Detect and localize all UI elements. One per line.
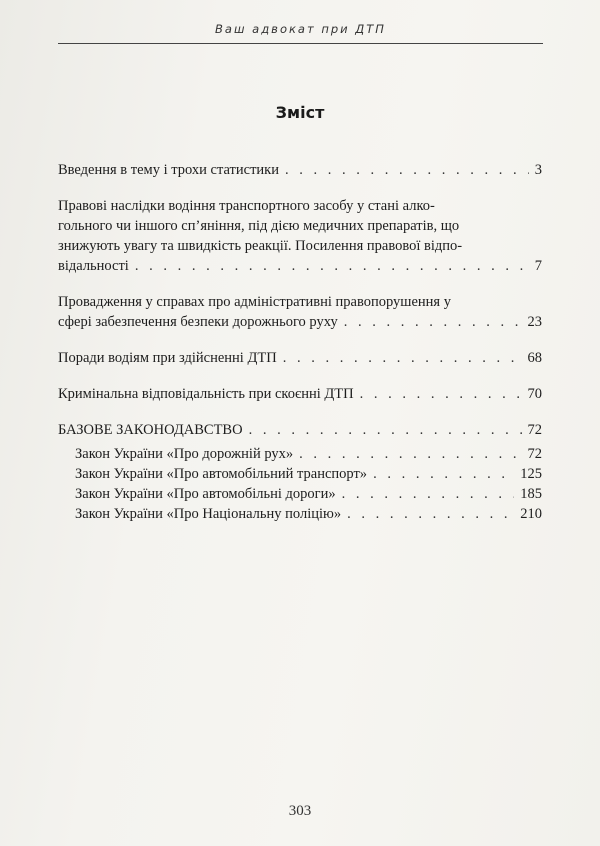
toc-entry-administrative-proceedings[interactable] xyxy=(58,292,542,332)
toc-entry-text: Поради водіям при здійсненні ДТП xyxy=(58,350,277,366)
table-of-contents xyxy=(58,160,542,524)
toc-entry-text: відальності xyxy=(58,258,129,274)
toc-entry-text: знижують увагу та швидкість реакції. Посилення правової відпо- xyxy=(58,238,463,254)
toc-entry-text: Закон України «Про дорожній рух» xyxy=(75,446,294,462)
running-header: Ваш адвокат при ДТП xyxy=(215,22,386,36)
toc-page-number: 210 xyxy=(520,506,542,522)
toc-entry-line xyxy=(58,160,542,180)
toc-page-number: 125 xyxy=(520,466,542,482)
toc-entry-text: Закон України «Про автомобільний транспорт» xyxy=(75,466,368,482)
toc-entry-line xyxy=(75,464,542,484)
toc-entry-line xyxy=(58,256,542,276)
toc-entry-text: сфері забезпечення безпеки дорожнього руху xyxy=(58,314,338,330)
dot-leader xyxy=(135,256,529,276)
toc-page-number: 185 xyxy=(520,486,542,502)
toc-subentry-road-traffic-law[interactable] xyxy=(58,444,542,464)
toc-entry-line xyxy=(58,384,542,404)
dot-leader xyxy=(347,504,514,524)
toc-entry-line xyxy=(58,420,542,440)
toc-page-number: 68 xyxy=(527,350,542,366)
toc-page-number: 70 xyxy=(527,386,542,402)
toc-entry-line xyxy=(75,504,542,524)
dot-leader xyxy=(249,420,522,440)
toc-entry-text: Кримінальна відповідальність при скоєнні ДТП xyxy=(58,386,354,402)
toc-entry-text: гольного чи іншого сп’яніння, під дією медичних препаратів, що xyxy=(58,218,460,234)
dot-leader xyxy=(373,464,514,484)
toc-title: Зміст xyxy=(275,103,325,122)
toc-page-number: 7 xyxy=(534,258,542,274)
dot-leader xyxy=(299,444,521,464)
dot-leader xyxy=(344,312,522,332)
toc-entry-text: Закон України «Про Національну поліцію» xyxy=(75,506,342,522)
toc-entry-line xyxy=(58,312,542,332)
header-rule xyxy=(58,43,543,44)
toc-page-number: 23 xyxy=(527,314,542,330)
toc-subentry-national-police-law[interactable] xyxy=(58,504,542,524)
toc-entry-text: Закон України «Про автомобільні дороги» xyxy=(75,486,336,502)
toc-entry-text: Провадження у справах про адміністративні правопорушення у xyxy=(58,294,451,310)
toc-entry-line xyxy=(75,484,542,504)
dot-leader xyxy=(283,348,522,368)
toc-entry-introduction[interactable] xyxy=(58,160,542,180)
toc-entry-legal-consequences[interactable] xyxy=(58,196,542,276)
page-number: 303 xyxy=(288,803,312,819)
toc-entry-basic-legislation[interactable] xyxy=(58,420,542,440)
toc-entry-line xyxy=(75,444,542,464)
toc-subentry-highways-law[interactable] xyxy=(58,484,542,504)
dot-leader xyxy=(285,160,529,180)
dot-leader xyxy=(342,484,515,504)
toc-entry-text: БАЗОВЕ ЗАКОНОДАВСТВО xyxy=(58,422,243,438)
toc-entry-line xyxy=(58,348,542,368)
toc-page-number: 3 xyxy=(534,162,542,178)
toc-subentry-motor-transport-law[interactable] xyxy=(58,464,542,484)
toc-entry-driver-tips[interactable] xyxy=(58,348,542,368)
toc-page-number: 72 xyxy=(527,422,542,438)
dot-leader xyxy=(360,384,522,404)
toc-page-number: 72 xyxy=(527,446,542,462)
toc-entry-criminal-liability[interactable] xyxy=(58,384,542,404)
toc-entry-text: Правові наслідки водіння транспортного засобу у стані алко- xyxy=(58,198,435,214)
toc-entry-text: Введення в тему і трохи статистики xyxy=(58,162,279,178)
